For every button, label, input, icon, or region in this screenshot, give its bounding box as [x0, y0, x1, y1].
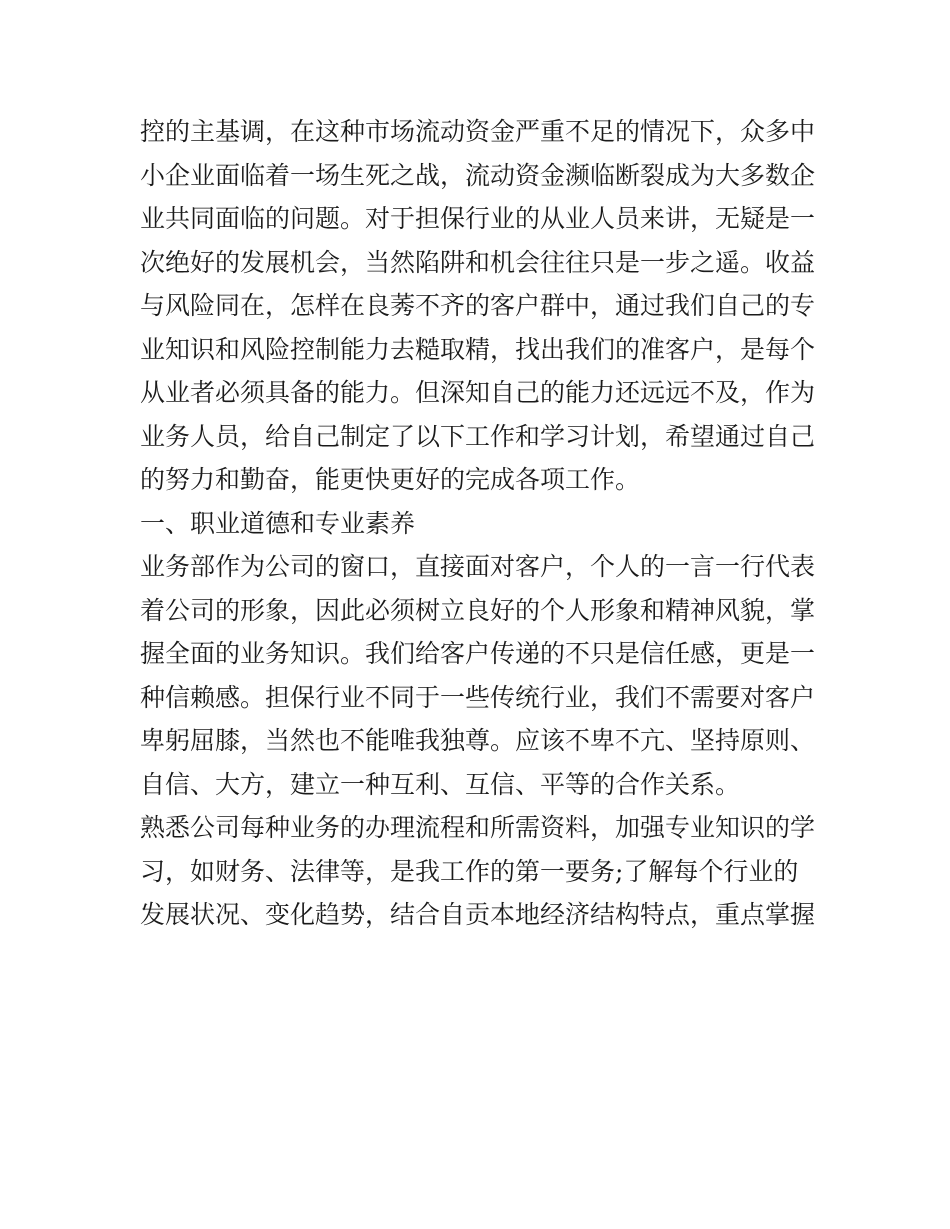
text-line: 熟悉公司每种业务的办理流程和所需资料，加强专业知识的学 — [140, 813, 816, 842]
document-body — [140, 110, 820, 937]
text-line: 业务人员，给自己制定了以下工作和学习计划，希望通过自己 — [140, 421, 816, 451]
text-line: 卑躬屈膝，当然也不能唯我独尊。应该不卑不亢、坚持原则、 — [140, 726, 816, 755]
text-line: 控的主基调，在这种市场流动资金严重不足的情况下，众多中 — [140, 117, 816, 146]
text-line: 发展状况、变化趋势，结合自贡本地经济结构特点，重点掌握 — [140, 900, 816, 929]
text-line: 小企业面临着一场生死之战，流动资金濒临断裂成为大多数企 — [140, 160, 816, 190]
text-line: 的努力和勤奋，能更快更好的完成各项工作。 — [140, 465, 641, 494]
text-line: 业知识和风险控制能力去糙取精，找出我们的准客户，是每个 — [140, 334, 816, 364]
text-line: 与风险同在，怎样在良莠不齐的客户群中，通过我们自己的专 — [140, 291, 816, 320]
text-line: 从业者必须具备的能力。但深知自己的能力还远远不及，作为 — [140, 378, 816, 407]
text-line: 业务部作为公司的窗口，直接面对客户，个人的一言一行代表 — [140, 552, 816, 581]
text-line: 业共同面临的问题。对于担保行业的从业人员来讲，无疑是一 — [140, 204, 816, 233]
text-line: 握全面的业务知识。我们给客户传递的不只是信任感，更是一 — [140, 639, 816, 668]
text-line: 自信、大方，建立一种互利、互信、平等的合作关系。 — [140, 769, 741, 799]
text-line: 种信赖感。担保行业不同于一些传统行业，我们不需要对客户 — [140, 682, 816, 712]
section-heading: 一、职业道德和专业素养 — [140, 508, 416, 538]
text-line: 习，如财务、法律等，是我工作的第一要务;了解每个行业的 — [140, 856, 799, 886]
text-line: 次绝好的发展机会，当然陷阱和机会往往只是一步之遥。收益 — [140, 247, 816, 277]
text-line: 着公司的形象，因此必须树立良好的个人形象和精神风貌，掌 — [140, 595, 816, 625]
